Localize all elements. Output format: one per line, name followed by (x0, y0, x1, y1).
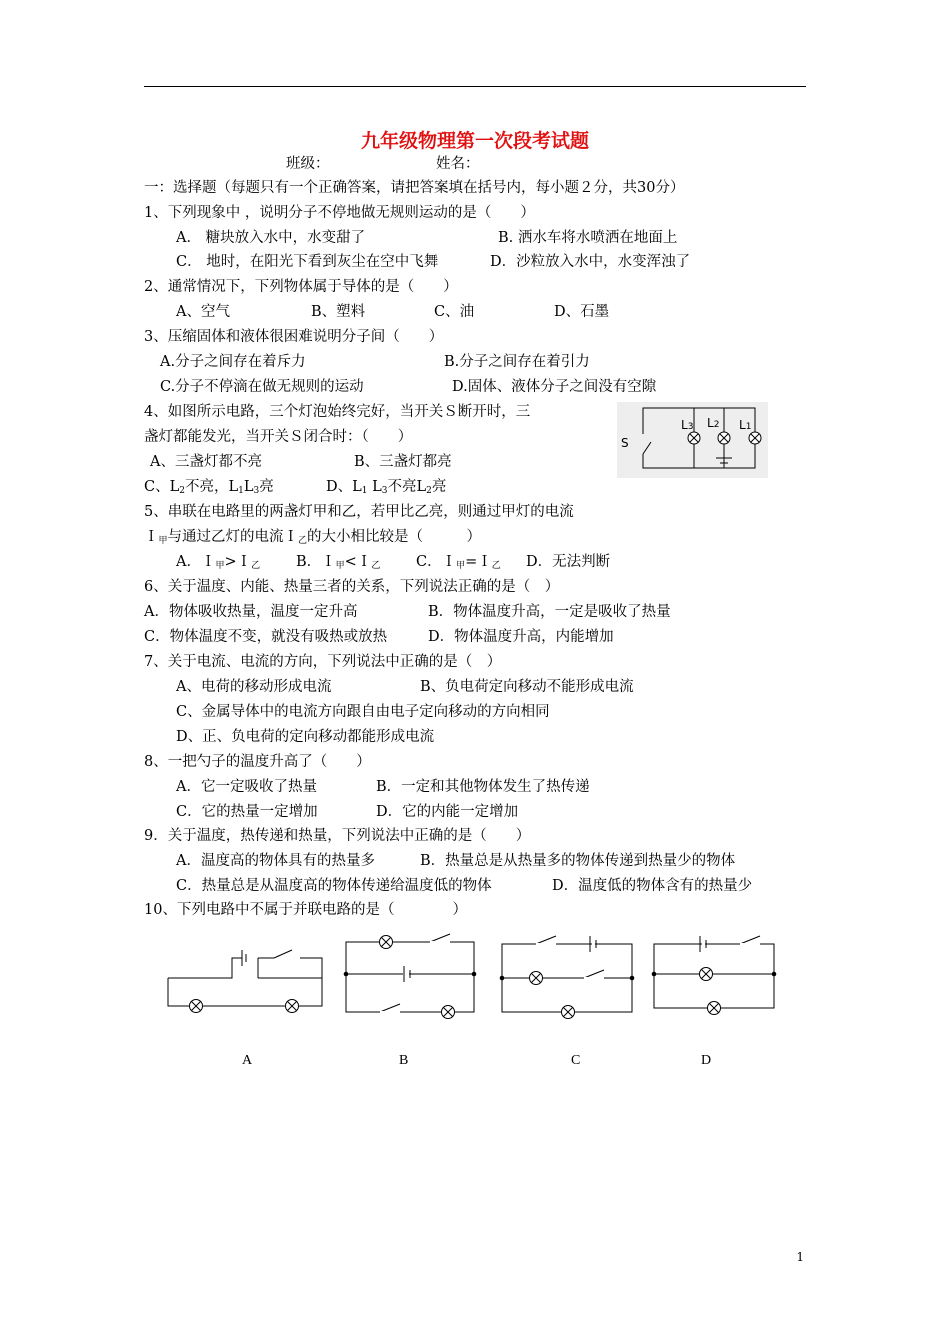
circuit-a-label: A (242, 1053, 253, 1068)
q7-option-c: C、金属导体中的电流方向跟自由电子定向移动的方向相同 (176, 704, 550, 720)
switch-label: S (621, 436, 629, 450)
q6-option-b: B．物体温度升高，一定是吸收了热量 (428, 604, 671, 620)
q10-stem: 10、下列电路中不属于并联电路的是（ ） (144, 902, 467, 918)
q1-option-c: C． 地时，在阳光下看到灰尘在空中飞舞 (176, 254, 439, 270)
q4-circuit-figure (617, 402, 768, 478)
circuit-a-lamp2 (286, 1000, 299, 1013)
q4-option-b: B、三盏灯都亮 (354, 454, 452, 470)
q6-stem: 6、关于温度、内能、热量三者的关系，下列说法正确的是（ ） (144, 579, 560, 595)
q5-stem-line2: Ｉ$_甲$与通过乙灯的电流Ｉ$_乙$的大小相比较是（ ） (144, 529, 482, 546)
circuit-c-lamp2 (562, 1006, 575, 1019)
q2-option-d: D、石墨 (554, 304, 610, 320)
page-number: 1 (796, 1250, 804, 1264)
q8-option-b: B．一定和其他物体发生了热传递 (376, 779, 590, 795)
q3-stem: 3、压缩固体和液体很困难说明分子间（ ） (144, 329, 444, 345)
q4-stem-line1: 4、如图所示电路，三个灯泡始终完好，当开关Ｓ断开时，三 (144, 404, 531, 420)
page-title: 九年级物理第一次段考试题 (360, 130, 589, 152)
circuit-d-switch (740, 936, 760, 944)
q1-option-a: A． 糖块放入水中，水变甜了 (176, 230, 366, 246)
q6-option-a: A．物体吸收热量，温度一定升高 (144, 604, 358, 620)
circuit-b-switch1 (430, 934, 450, 942)
q1-option-b: B. 洒水车将水喷洒在地面上 (498, 230, 678, 246)
circuit-b (346, 934, 474, 1019)
class-label: 班级： (286, 156, 330, 172)
name-label: 姓名： (436, 156, 480, 172)
q8-option-c: C．它的热量一定增加 (176, 804, 318, 820)
q7-option-b: B、负电荷定向移动不能形成电流 (420, 679, 634, 695)
circuit-a-lamp1 (190, 1000, 203, 1013)
q2-option-c: C、油 (434, 304, 475, 320)
q8-option-d: D．它的内能一定增加 (376, 804, 519, 820)
q4-option-d: D、$L_1$ $L_3$不亮$L_2$亮 (326, 479, 447, 496)
lamp-l3-label: L (681, 418, 688, 432)
q6-option-d: D．物体温度升高，内能增加 (428, 629, 614, 645)
q9-option-b: B．热量总是从热量多的物体传递到热量少的物体 (420, 853, 736, 869)
q2-stem: 2、通常情况下，下列物体属于导体的是（ ） (144, 279, 458, 295)
circuit-d-lamp2 (708, 1002, 721, 1015)
q7-stem: 7、关于电流、电流的方向，下列说法中正确的是（ ） (144, 654, 502, 670)
q2-option-b: B、塑料 (311, 304, 366, 320)
q6-option-c: C．物体温度不变，就没有吸热或放热 (144, 629, 388, 645)
circuit-d-lamp1 (700, 968, 713, 981)
q4-option-c: C、$L_2$不亮，$L_1L_3$亮 (144, 479, 274, 496)
header-rule (144, 86, 806, 87)
q5-option-d: D．无法判断 (526, 554, 611, 570)
q5-option-c: C．Ｉ$_甲$=Ｉ$_乙$ (416, 554, 501, 571)
q9-option-d: D．温度低的物体含有的热量少 (552, 878, 753, 894)
circuit-c-switch2 (584, 970, 604, 978)
q3-option-d: D.固体、液体分子之间没有空隙 (452, 379, 657, 395)
lamp-l1-label: L (739, 418, 746, 432)
section-heading: 一：选择题（每题只有一个正确答案，请把答案填在括号内，每小题２分，共30分） (144, 180, 685, 196)
q7-option-d: D、正、负电荷的定向移动都能形成电流 (176, 729, 435, 745)
q8-stem: 8、一把勺子的温度升高了（ ） (144, 754, 371, 770)
svg-text:L2: L2 (707, 416, 720, 430)
q2-option-a: A、空气 (176, 304, 230, 320)
svg-text:L1: L1 (739, 418, 752, 432)
circuit-b-lamp2 (442, 1006, 455, 1019)
circuit-c (502, 936, 632, 1019)
circuit-a-switch (274, 950, 292, 958)
circuit-d (654, 936, 774, 1015)
q8-option-a: A．它一定吸收了热量 (176, 779, 317, 795)
q10-circuits (160, 930, 790, 1030)
circuit-b-label: B (399, 1053, 409, 1068)
q4-stem-line2: 盏灯都能发光，当开关Ｓ闭合时：（ ） (144, 429, 413, 445)
q9-option-c: C．热量总是从温度高的物体传递给温度低的物体 (176, 878, 492, 894)
circuit-c-label: C (571, 1053, 581, 1068)
lamp-l2-label: L (707, 416, 714, 430)
q5-stem-line1: 5、串联在电路里的两盏灯甲和乙，若甲比乙亮，则通过甲灯的电流 (144, 504, 574, 520)
q7-option-a: A、电荷的移动形成电流 (176, 679, 332, 695)
q5-option-a: A．Ｉ$_甲$>Ｉ$_乙$ (176, 554, 261, 571)
q9-stem: 9．关于温度，热传递和热量，下列说法中正确的是（ ） (144, 828, 531, 844)
circuit-b-lamp1 (380, 936, 393, 949)
circuit-b-switch2 (380, 1004, 400, 1012)
circuit-c-lamp1 (530, 972, 543, 985)
svg-text:L3: L3 (681, 418, 694, 432)
q4-option-a: A、三盏灯都不亮 (150, 454, 262, 470)
q3-option-a: A.分子之间存在着斥力 (160, 354, 306, 370)
q1-option-d: D．沙粒放入水中，水变浑浊了 (490, 254, 691, 270)
circuit-a (168, 950, 322, 1013)
q1-stem: 1、下列现象中 ，说明分子不停地做无规则运动的是（ ） (144, 205, 535, 221)
q3-option-c: C.分子不停滴在做无规则的运动 (160, 379, 364, 395)
q9-option-a: A．温度高的物体具有的热量多 (176, 853, 375, 869)
q5-option-b: B．Ｉ$_甲$<Ｉ$_乙$ (296, 554, 381, 571)
q3-option-b: B.分子之间存在着引力 (444, 354, 590, 370)
circuit-d-label: D (701, 1053, 712, 1068)
circuit-c-switch1 (536, 936, 556, 944)
